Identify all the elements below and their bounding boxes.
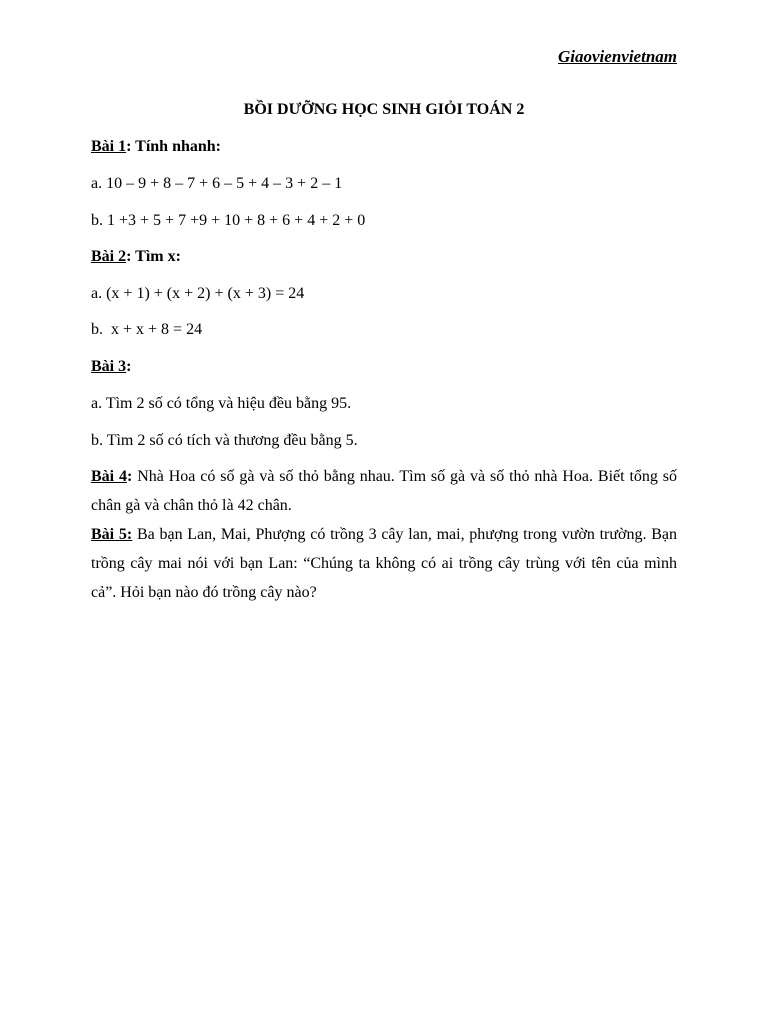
exercise-2-title: : Tìm x: [126, 248, 181, 265]
exercise-1-title: : Tính nhanh: [126, 138, 221, 155]
exercise-2-number: Bài 2 [91, 248, 127, 265]
exercise-4-paragraph [91, 462, 677, 520]
exercise-5-number: Bài 5: [91, 526, 133, 543]
exercise-1-heading [91, 138, 221, 156]
exercise-1-part-b: b. 1 +3 + 5 + 7 +9 + 10 + 8 + 6 + 4 + 2 + 0 [91, 212, 366, 229]
exercise-3-number: Bài 3 [91, 358, 127, 375]
exercise-2-heading [91, 248, 181, 266]
exercise-2-part-a: a. (x + 1) + (x + 2) + (x + 3) = 24 [91, 285, 305, 302]
exercise-4-number: Bài 4 [91, 468, 127, 485]
brand-watermark: Giaovienvietnam [558, 47, 677, 66]
exercise-3-heading [91, 358, 131, 376]
exercise-5-text: Ba bạn Lan, Mai, Phượng có trồng 3 cây lan, mai, phượng trong vườn trường. Bạn trồng cây mai nói với bạn Lan: “Chúng ta không có ai trồng cây trùng với tên của mình cả”. Hỏi bạn nào đó trồng cây nào? [91, 526, 678, 601]
exercise-1-part-a: a. 10 – 9 + 8 – 7 + 6 – 5 + 4 – 3 + 2 – 1 [91, 175, 343, 192]
exercise-1-number: Bài 1 [91, 138, 127, 155]
exercise-4-colon: : [127, 468, 133, 485]
exercise-4-text: Nhà Hoa có số gà và số thỏ bằng nhau. Tìm số gà và số thỏ nhà Hoa. Biết tổng số chân gà và chân thỏ là 42 chân. [91, 468, 677, 514]
exercise-3-part-b: b. Tìm 2 số có tích và thương đều bằng 5. [91, 432, 358, 449]
exercise-2-part-b: b. x + x + 8 = 24 [91, 321, 203, 338]
page-title: BỒI DƯỠNG HỌC SINH GIỎI TOÁN 2 [243, 101, 525, 118]
exercise-3-title: : [126, 358, 132, 375]
exercise-5-paragraph [91, 520, 677, 607]
exercise-3-part-a: a. Tìm 2 số có tổng và hiệu đều bằng 95. [91, 395, 352, 412]
